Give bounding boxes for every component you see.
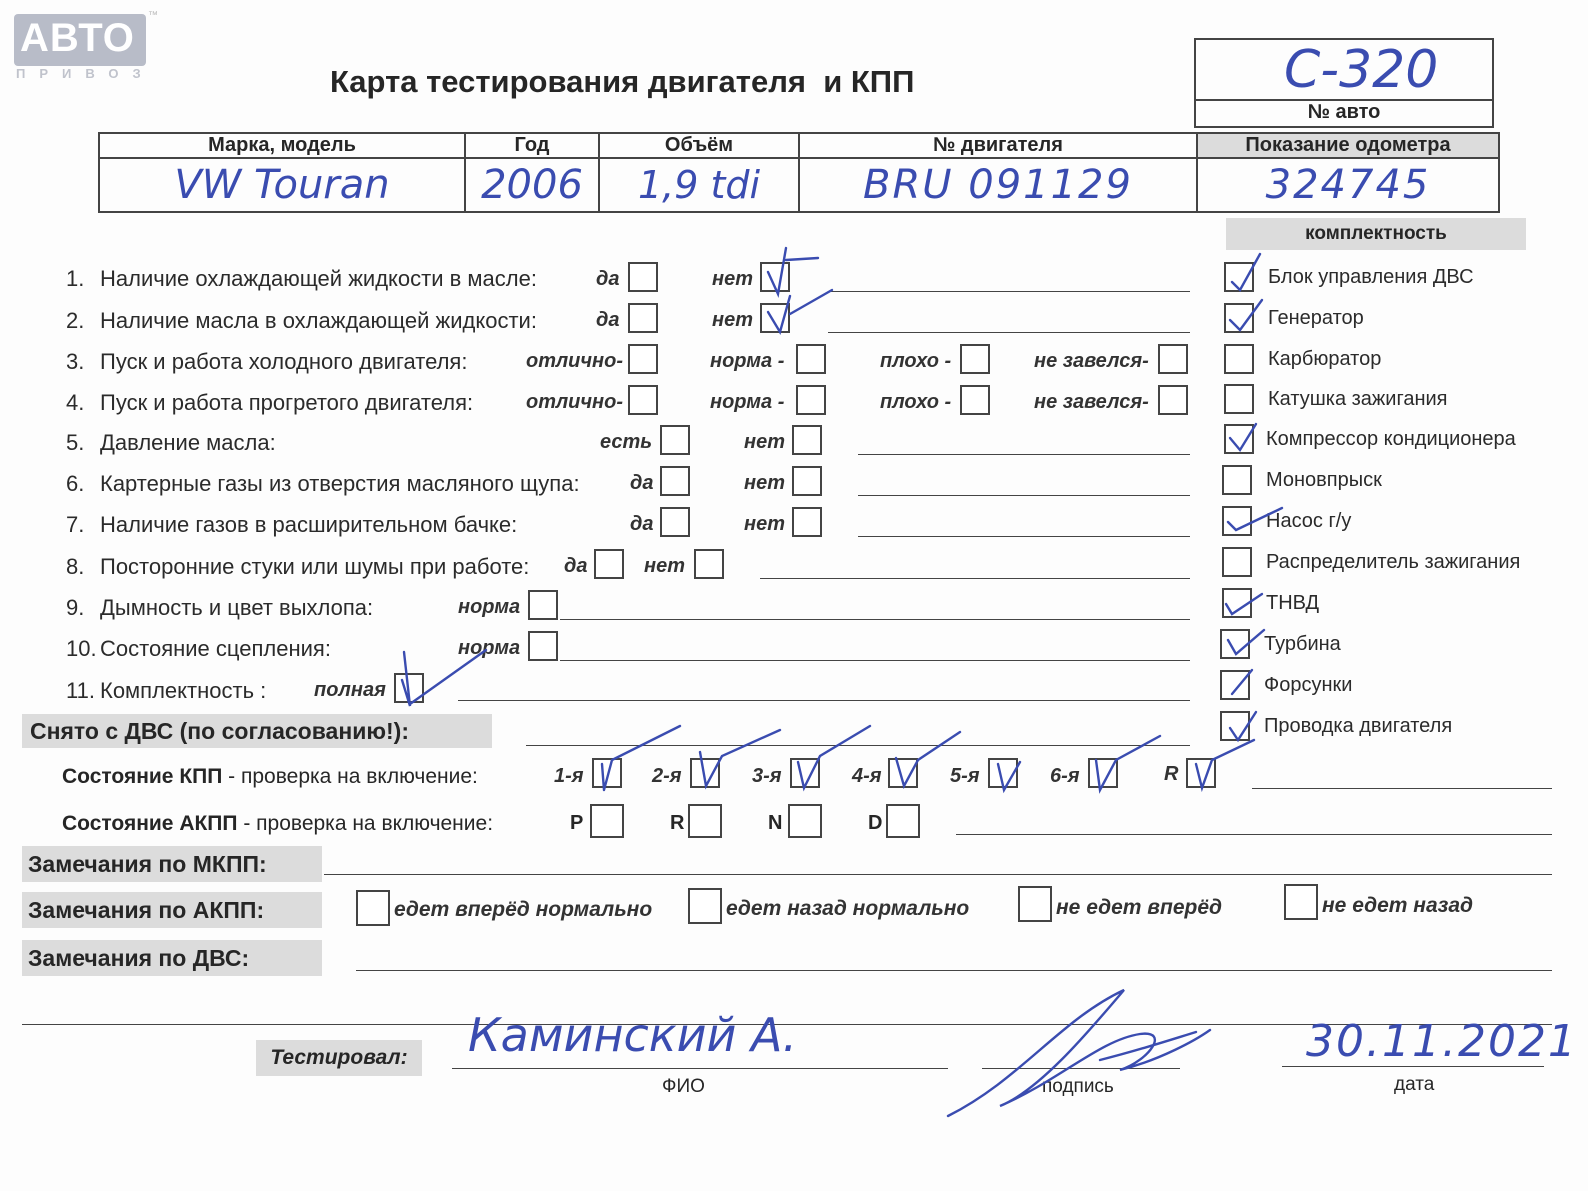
gear-6-checkbox[interactable] — [1088, 758, 1118, 788]
q4-opt-bad: плохо - — [880, 391, 952, 413]
q2-opt-yes: да — [596, 309, 620, 331]
q10-normal-checkbox[interactable] — [528, 631, 558, 661]
logo — [14, 14, 146, 66]
q8-line — [760, 578, 1190, 579]
comp-checkbox-monoinjection[interactable] — [1222, 465, 1252, 495]
auto-number-box — [1194, 38, 1494, 128]
q7-no-checkbox[interactable] — [792, 507, 822, 537]
q7-number: 7. — [66, 512, 85, 537]
kpp-label-rest: - проверка на включение: — [222, 765, 478, 788]
q11-text: Комплектность : — [100, 678, 267, 703]
comp-checkbox-distributor[interactable] — [1222, 547, 1252, 577]
engine-value: BRU 091129 — [799, 158, 1197, 212]
q8-no-checkbox[interactable] — [694, 549, 724, 579]
akpp-label-bold: Состояние АКПП — [62, 812, 238, 835]
date-label: дата — [1394, 1074, 1435, 1095]
comp-checkbox-coil[interactable] — [1224, 384, 1254, 414]
q1-opt-no: нет — [712, 268, 753, 290]
q3-text: Пуск и работа холодного двигателя: — [100, 349, 468, 374]
vehicle-header-table — [98, 132, 1500, 213]
kpp-line — [1252, 788, 1552, 789]
tested-label: Тестировал: — [256, 1040, 422, 1076]
q2-no-checkbox[interactable] — [760, 303, 790, 333]
comp-label-injection-pump: ТНВД — [1266, 592, 1320, 614]
comp-checkbox-injection-pump[interactable] — [1222, 588, 1252, 618]
auto-number-value: С-320 — [1284, 40, 1439, 100]
q5-opt-yes: есть — [600, 431, 653, 453]
q2-number: 2. — [66, 308, 85, 333]
akpp-notes-forward-ok: едет вперёд нормально — [394, 898, 653, 921]
gear-6-label: 6-я — [1050, 765, 1080, 787]
q6-number: 6. — [66, 471, 85, 496]
comp-label-ps-pump: Насос г/у — [1266, 510, 1352, 532]
q3-number: 3. — [66, 349, 85, 374]
q4-number: 4. — [66, 390, 85, 415]
q10-text: Состояние сцепления: — [100, 636, 331, 661]
q10-line — [560, 660, 1190, 661]
q4-opt-nostart: не завелся- — [1034, 391, 1149, 413]
q4-excellent-checkbox[interactable] — [628, 385, 658, 415]
q7-line — [858, 536, 1190, 537]
akpp-mode-n-label: N — [768, 812, 783, 834]
year-label: Год — [465, 133, 599, 158]
q7-opt-yes: да — [630, 513, 654, 535]
q11-opt-full: полная — [314, 679, 386, 701]
q1-opt-yes: да — [596, 268, 620, 290]
comp-checkbox-carburetor[interactable] — [1224, 344, 1254, 374]
akpp-mode-r-label: R — [670, 812, 685, 834]
year-value: 2006 — [465, 158, 599, 212]
akpp-mode-d-label: D — [868, 812, 883, 834]
q9-number: 9. — [66, 595, 85, 620]
q4-opt-excellent: отлично- — [526, 391, 624, 413]
q4-normal-checkbox[interactable] — [796, 385, 826, 415]
brand-value: VW Touran — [99, 158, 465, 212]
q6-opt-no: нет — [744, 472, 785, 494]
gear-1-checkbox[interactable] — [592, 758, 622, 788]
akpp-notes-backward-ok: едет назад нормально — [726, 897, 970, 920]
q6-opt-yes: да — [630, 472, 654, 494]
q6-yes-checkbox[interactable] — [660, 466, 690, 496]
comp-checkbox-wiring[interactable] — [1220, 711, 1250, 741]
comp-checkbox-ac-compressor[interactable] — [1224, 424, 1254, 454]
fio-label: ФИО — [662, 1076, 705, 1097]
volume-value: 1,9 tdi — [599, 158, 799, 212]
logo-main: АВТО — [20, 16, 135, 60]
q4-opt-normal: норма - — [710, 391, 785, 413]
comp-checkbox-turbo[interactable] — [1220, 629, 1250, 659]
comp-checkbox-injectors[interactable] — [1220, 670, 1250, 700]
q6-text: Картерные газы из отверстия масляного щупа: — [100, 471, 580, 496]
q4-text: Пуск и работа прогретого двигателя: — [100, 390, 474, 415]
comp-label-ac-compressor: Компрессор кондиционера — [1266, 428, 1516, 450]
fio-line — [452, 1068, 948, 1069]
q3-nostart-checkbox[interactable] — [1158, 344, 1188, 374]
date-line — [1282, 1066, 1544, 1067]
gear-2-checkbox[interactable] — [690, 758, 720, 788]
q8-yes-checkbox[interactable] — [594, 549, 624, 579]
q5-line — [858, 454, 1190, 455]
q6-line — [858, 495, 1190, 496]
q11-number: 11. — [66, 678, 95, 703]
q3-bad-checkbox[interactable] — [960, 344, 990, 374]
akpp-notes-label: Замечания по АКПП: — [22, 892, 322, 928]
comp-checkbox-ps-pump[interactable] — [1222, 506, 1252, 536]
dvs-notes-label: Замечания по ДВС: — [22, 940, 322, 976]
akpp-row-label — [62, 812, 493, 836]
q3-excellent-checkbox[interactable] — [628, 344, 658, 374]
page-title: Карта тестирования двигателя и КПП — [330, 64, 915, 99]
akpp-notes-forward-ok-checkbox[interactable] — [356, 890, 390, 926]
kpp-row-label — [62, 765, 478, 789]
akpp-mode-r-checkbox[interactable] — [688, 804, 722, 838]
q11-line — [458, 700, 1190, 701]
q9-normal-checkbox[interactable] — [528, 590, 558, 620]
q8-opt-yes: да — [564, 555, 588, 577]
gear-5-label: 5-я — [950, 765, 980, 787]
q9-text: Дымность и цвет выхлопа: — [100, 595, 374, 620]
comp-label-ecu: Блок управления ДВС — [1268, 266, 1474, 288]
q9-line — [560, 619, 1190, 620]
q7-opt-no: нет — [744, 513, 785, 535]
completeness-title: комплектность — [1226, 218, 1526, 250]
comp-checkbox-generator[interactable] — [1224, 303, 1254, 333]
sign-label: подпись — [1042, 1076, 1114, 1097]
dvs-notes-line — [356, 970, 1552, 971]
q5-yes-checkbox[interactable] — [660, 425, 690, 455]
logo-sub: ПРИВОЗ — [16, 66, 155, 81]
q3-opt-normal: норма - — [710, 350, 785, 372]
q6-no-checkbox[interactable] — [792, 466, 822, 496]
gear-4-checkbox[interactable] — [888, 758, 918, 788]
q1-line — [828, 291, 1190, 292]
gear-2-label: 2-я — [652, 765, 682, 787]
q1-yes-checkbox[interactable] — [628, 262, 658, 292]
comp-label-generator: Генератор — [1268, 307, 1364, 329]
sign-line — [982, 1068, 1180, 1069]
engine-label: № двигателя — [799, 133, 1197, 158]
odometer-value: 324745 — [1197, 158, 1499, 212]
q5-number: 5. — [66, 430, 85, 455]
gear-5-checkbox[interactable] — [988, 758, 1018, 788]
gear-r-label: R — [1164, 763, 1179, 785]
akpp-mode-n-checkbox[interactable] — [788, 804, 822, 838]
q2-opt-no: нет — [712, 309, 753, 331]
akpp-label-rest: - проверка на включение: — [237, 812, 494, 835]
comp-label-coil: Катушка зажигания — [1268, 388, 1448, 410]
mkpp-notes-label: Замечания по МКПП: — [22, 846, 322, 882]
q8-number: 8. — [66, 554, 85, 579]
gear-4-label: 4-я — [852, 765, 882, 787]
comp-label-distributor: Распределитель зажигания — [1266, 551, 1521, 573]
kpp-label-bold: Состояние КПП — [62, 765, 223, 788]
comp-label-turbo: Турбина — [1264, 633, 1341, 655]
q5-no-checkbox[interactable] — [792, 425, 822, 455]
gear-1-label: 1-я — [554, 765, 584, 787]
akpp-notes-no-backward: не едет назад — [1322, 894, 1474, 917]
q5-opt-no: нет — [744, 431, 785, 453]
akpp-mode-p-label: P — [570, 812, 584, 834]
removed-line — [526, 745, 1190, 746]
akpp-mode-d-checkbox[interactable] — [886, 804, 920, 838]
logo-tm: ™ — [148, 10, 158, 21]
q4-bad-checkbox[interactable] — [960, 385, 990, 415]
gear-3-checkbox[interactable] — [790, 758, 820, 788]
q7-text: Наличие газов в расширительном бачке: — [100, 512, 518, 537]
q10-number: 10. — [66, 636, 97, 661]
q3-opt-nostart: не завелся- — [1034, 350, 1149, 372]
comp-label-injectors: Форсунки — [1264, 674, 1353, 696]
date-value: 30.11.2021 — [1306, 1016, 1578, 1067]
comp-label-carburetor: Карбюратор — [1268, 348, 1382, 370]
q2-yes-checkbox[interactable] — [628, 303, 658, 333]
brand-label: Марка, модель — [99, 133, 465, 158]
comp-label-monoinjection: Моновпрыск — [1266, 469, 1382, 491]
auto-number-label: № авто — [1196, 99, 1492, 124]
q8-text: Посторонние стуки или шумы при работе: — [100, 554, 530, 579]
odometer-label: Показание одометра — [1197, 133, 1499, 158]
comp-label-wiring: Проводка двигателя — [1264, 715, 1453, 737]
q1-text: Наличие охлаждающей жидкости в масле: — [100, 266, 537, 291]
akpp-notes-no-forward-checkbox[interactable] — [1018, 886, 1052, 922]
fio-value: Каминский А. — [468, 1008, 798, 1062]
comp-checkbox-ecu[interactable] — [1224, 262, 1254, 292]
q2-text: Наличие масла в охлаждающей жидкости: — [100, 308, 537, 333]
akpp-notes-no-backward-checkbox[interactable] — [1284, 884, 1318, 920]
removed-label: Снято с ДВС (по согласованию!): — [22, 714, 492, 748]
q1-number: 1. — [66, 266, 85, 291]
akpp-mode-p-checkbox[interactable] — [590, 804, 624, 838]
q3-normal-checkbox[interactable] — [796, 344, 826, 374]
q3-opt-excellent: отлично- — [526, 350, 624, 372]
q9-opt-normal: норма — [458, 596, 521, 618]
q1-no-checkbox[interactable] — [760, 262, 790, 292]
volume-label: Объём — [599, 133, 799, 158]
q5-text: Давление масла: — [100, 430, 276, 455]
q11-full-checkbox[interactable] — [394, 673, 424, 703]
akpp-notes-no-forward: не едет вперёд — [1056, 896, 1222, 919]
gear-r-checkbox[interactable] — [1186, 758, 1216, 788]
q2-line — [828, 332, 1190, 333]
akpp-notes-backward-ok-checkbox[interactable] — [688, 888, 722, 924]
q7-yes-checkbox[interactable] — [660, 507, 690, 537]
gear-3-label: 3-я — [752, 765, 782, 787]
akpp-line — [956, 834, 1552, 835]
q4-nostart-checkbox[interactable] — [1158, 385, 1188, 415]
q3-opt-bad: плохо - — [880, 350, 952, 372]
q8-opt-no: нет — [644, 555, 685, 577]
mkpp-notes-line — [324, 874, 1552, 875]
q10-opt-normal: норма — [458, 637, 521, 659]
